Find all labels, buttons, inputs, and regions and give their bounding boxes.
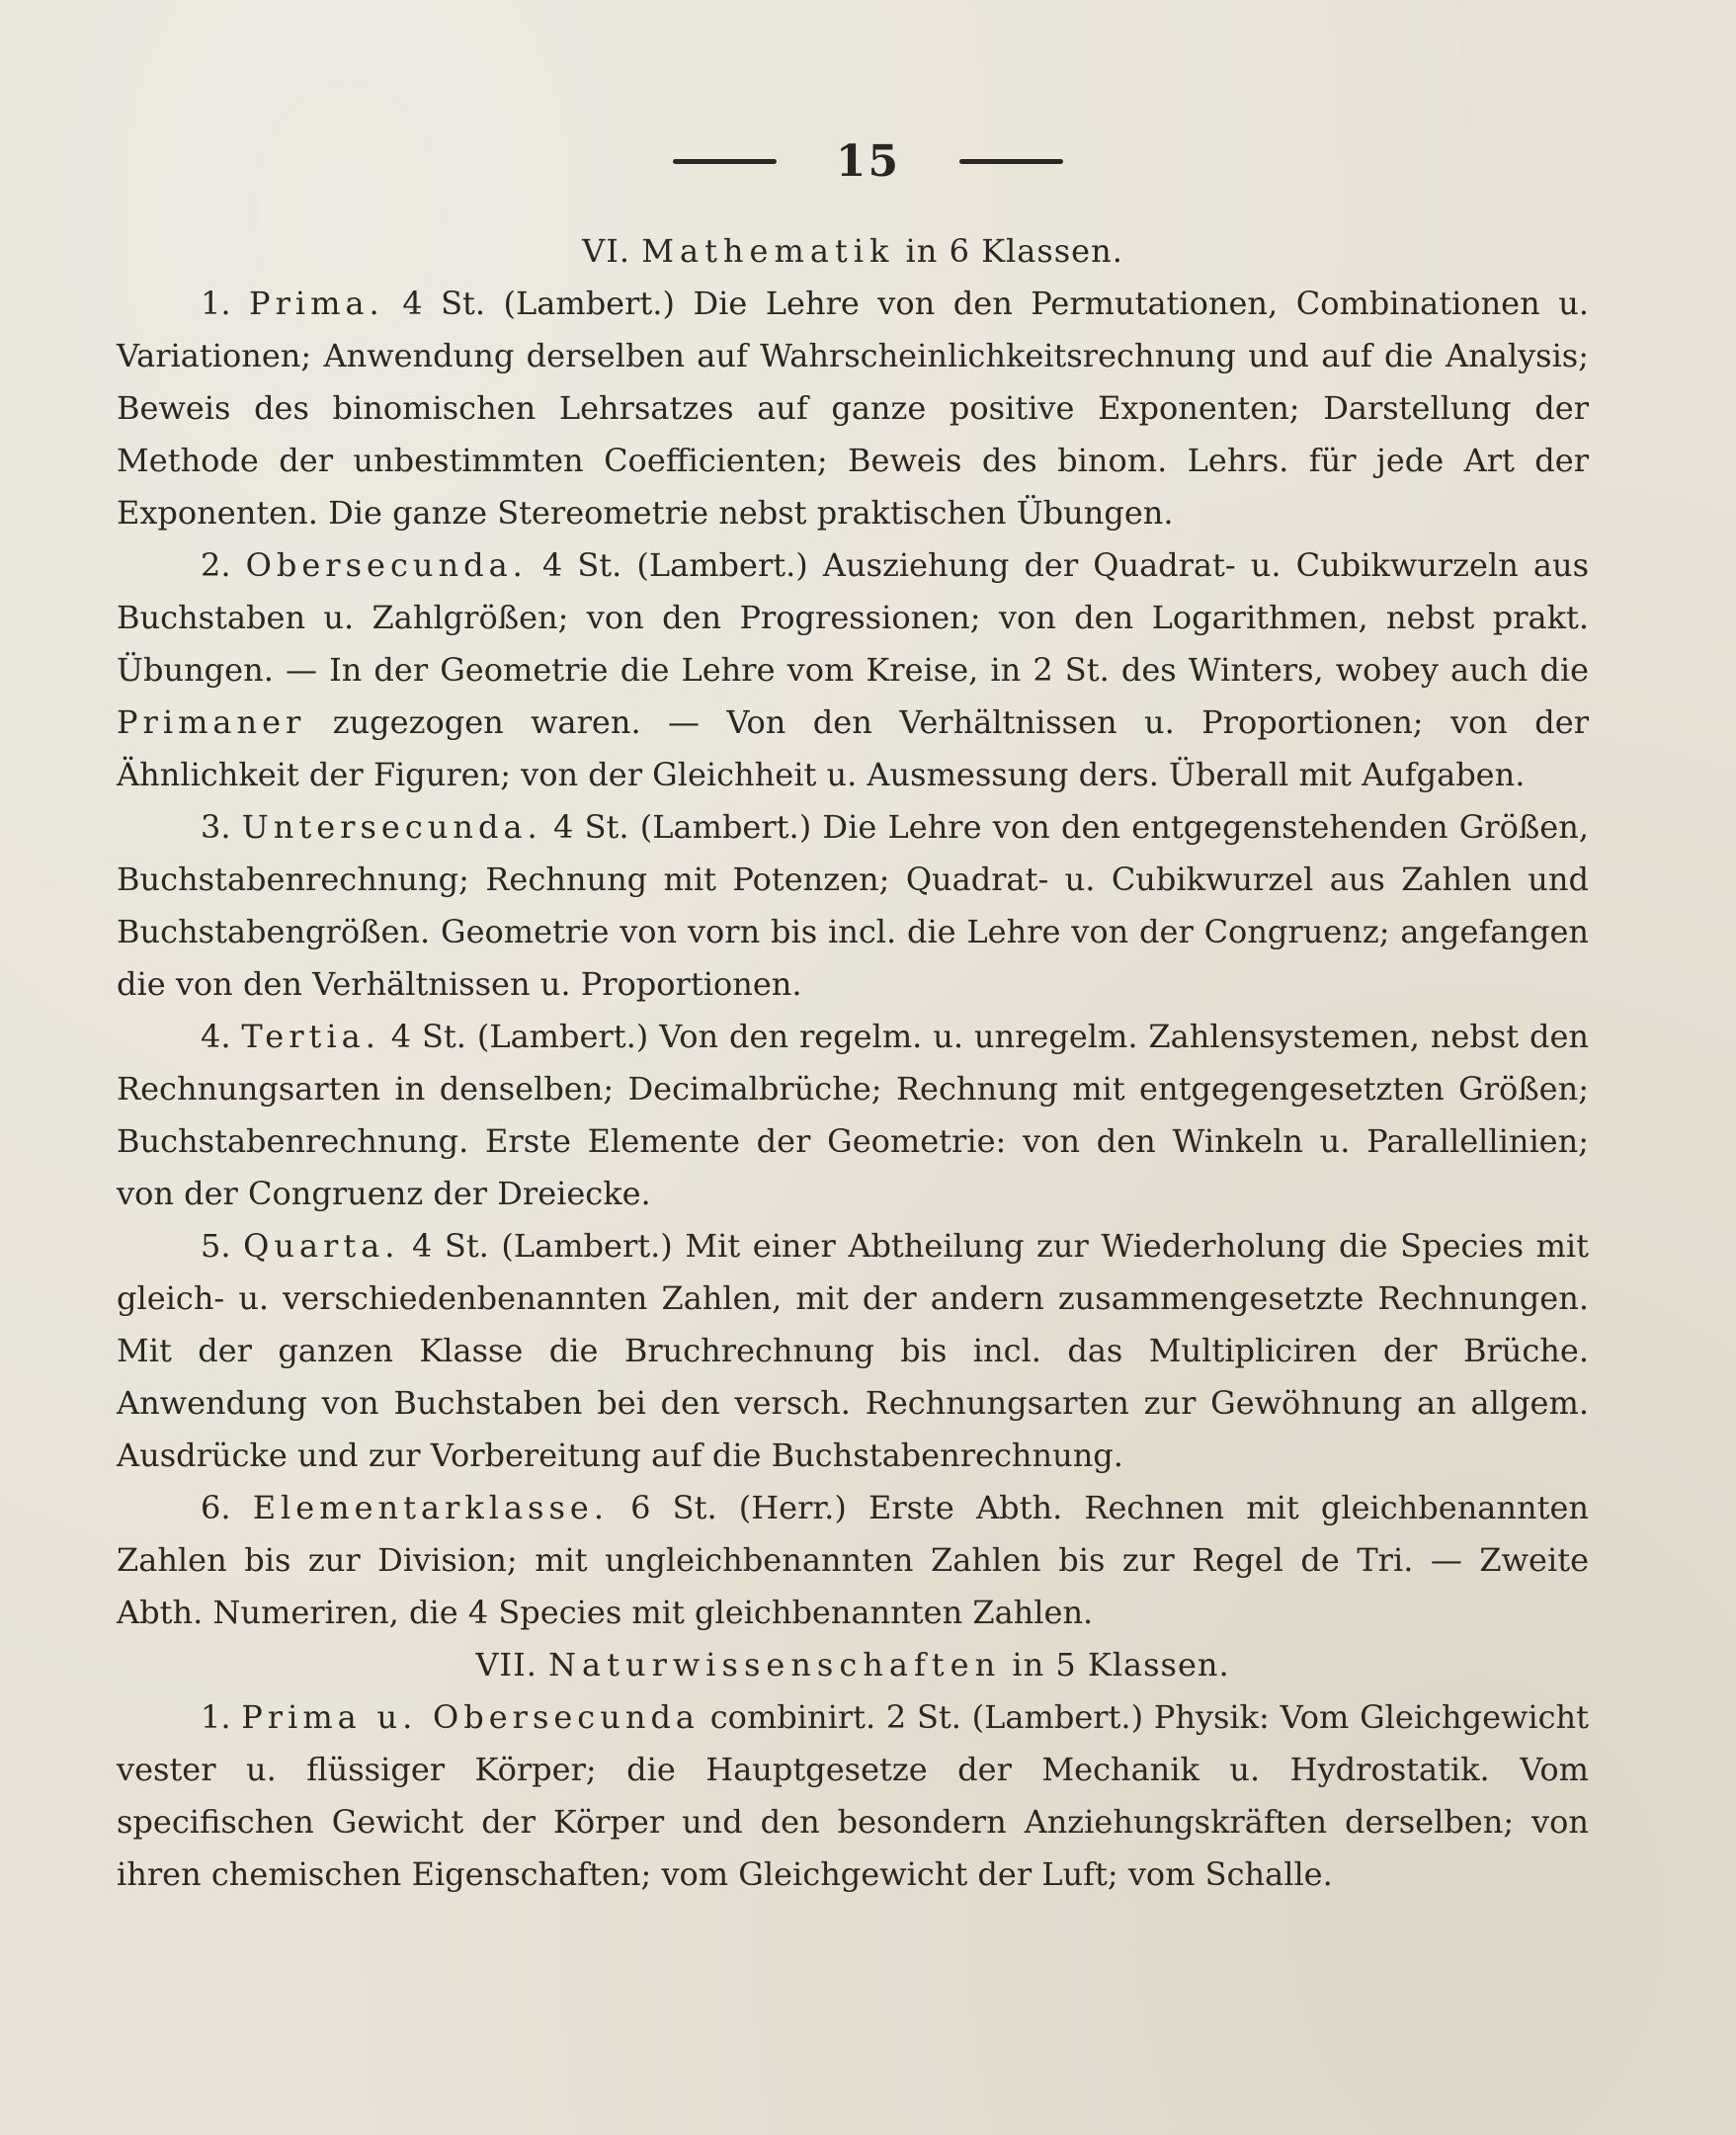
item-spaced-word: Primaner <box>117 703 306 741</box>
item-number: 2. <box>201 546 231 584</box>
item-text: 4 St. (Lambert.) Die Lehre von den Permutationen, Combinationen u. Variationen; Anwendung derselben auf Wahrscheinlichkeitsrechnung und auf die Analysis; Beweis des binomischen Lehrsatzes auf ganze positive Exponenten; Darstellung der Methode der unbestimmten Coefficienten; Beweis des binom. Lehrs. für jede Art der Exponenten. Die ganze Stereometrie nebst praktischen Übungen. <box>117 285 1590 532</box>
paragraph-untersecunda <box>117 801 1589 1011</box>
item-text: 4 St. (Lambert.) Die Lehre von den entgegenstehenden Größen, Buchstabenrechnung; Rechnung mit Potenzen; Quadrat- u. Cubikwurzel aus Zahlen und Buchstabengrößen. Geometrie von vorn bis incl. die Lehre von der Congruenz; angefangen die von den Verhältnissen u. Proportionen. <box>117 808 1590 1003</box>
page-number: 15 <box>835 136 901 187</box>
item-number: 6. <box>201 1489 231 1526</box>
class-name: Quarta. <box>243 1227 400 1265</box>
section-heading-mathematik <box>117 225 1589 278</box>
section-numeral: VII. <box>475 1646 537 1683</box>
item-text: combinirt. 2 St. (Lambert.) Physik: Vom Gleichgewicht vester u. flüssiger Körper; die Hauptgesetze der Mechanik u. Hydrostatik. Vom specifischen Gewicht der Körper und den besondern Anziehungskräften derselben; von ihren chemischen Eigenschaften; vom Gleichgewicht der Luft; vom Schalle. <box>117 1698 1590 1893</box>
section-numeral: VI. <box>582 232 631 270</box>
section-rest: in 6 Klassen. <box>905 232 1123 270</box>
paragraph-quarta <box>117 1220 1589 1482</box>
class-name: Elementarklasse. <box>252 1489 609 1526</box>
page-header <box>0 136 1736 187</box>
page-body <box>117 225 1589 1901</box>
section-title: Naturwissenschaften <box>548 1646 1002 1683</box>
class-name: Obersecunda. <box>245 546 528 584</box>
paragraph-prima-obersecunda <box>117 1691 1589 1901</box>
paragraph-tertia <box>117 1011 1589 1220</box>
paragraph-elementarklasse <box>117 1482 1589 1639</box>
item-text-tail: zugezogen waren. — Von den Verhältnissen u. Proportionen; von der Ähnlichkeit der Figuren; von der Gleichheit u. Ausmessung ders. Überall mit Aufgaben. <box>117 703 1589 793</box>
section-rest: in 5 Klassen. <box>1012 1646 1230 1683</box>
item-text: 4 St. (Lambert.) Mit einer Abtheilung zur Wiederholung die Species mit gleich- u. verschiedenbenannten Zahlen, mit der andern zusammengesetzte Rechnungen. Mit der ganzen Klasse die Bruchrechnung bis incl. das Multipliciren der Brüche. Anwendung von Buchstaben bei den versch. Rechnungsarten zur Gewöhnung an allgem. Ausdrücke und zur Vorbereitung auf die Buchstabenrechnung. <box>117 1227 1590 1474</box>
item-number: 4. <box>201 1018 231 1055</box>
section-title: Mathematik <box>641 232 895 270</box>
item-number: 1. <box>201 285 231 322</box>
item-text: 4 St. (Lambert.) Ausziehung der Quadrat- u. Cubikwurzeln aus Buchstaben u. Zahlgrößen; von den Progressionen; von den Logarithmen, nebst prakt. Übungen. — In der Geometrie die Lehre vom Kreise, in 2 St. des Winters, wobey auch die <box>117 546 1590 689</box>
right-ornament-rule <box>959 159 1063 164</box>
paragraph-obersecunda <box>117 539 1589 801</box>
section-heading-naturwissenschaften <box>117 1639 1589 1691</box>
item-text: 4 St. (Lambert.) Von den regelm. u. unregelm. Zahlensystemen, nebst den Rechnungsarten in denselben; Decimalbrüche; Rechnung mit entgegengesetzten Größen; Buchstabenrechnung. Erste Elemente der Geometrie: von den Winkeln u. Parallellinien; von der Congruenz der Dreiecke. <box>117 1018 1590 1212</box>
class-name: Prima u. Obersecunda <box>241 1698 701 1736</box>
item-number: 1. <box>201 1698 231 1736</box>
class-name: Untersecunda. <box>241 808 542 846</box>
class-name: Tertia. <box>241 1018 380 1055</box>
class-name: Prima. <box>249 285 384 322</box>
left-ornament-rule <box>673 159 777 164</box>
item-number: 3. <box>201 808 231 846</box>
item-text: 6 St. (Herr.) Erste Abth. Rechnen mit gleichbenannten Zahlen bis zur Division; mit ungleichbenannten Zahlen bis zur Regel de Tri. — Zweite Abth. Numeriren, die 4 Species mit gleichbenannten Zahlen. <box>117 1489 1590 1631</box>
item-number: 5. <box>201 1227 231 1265</box>
paragraph-prima <box>117 278 1589 539</box>
